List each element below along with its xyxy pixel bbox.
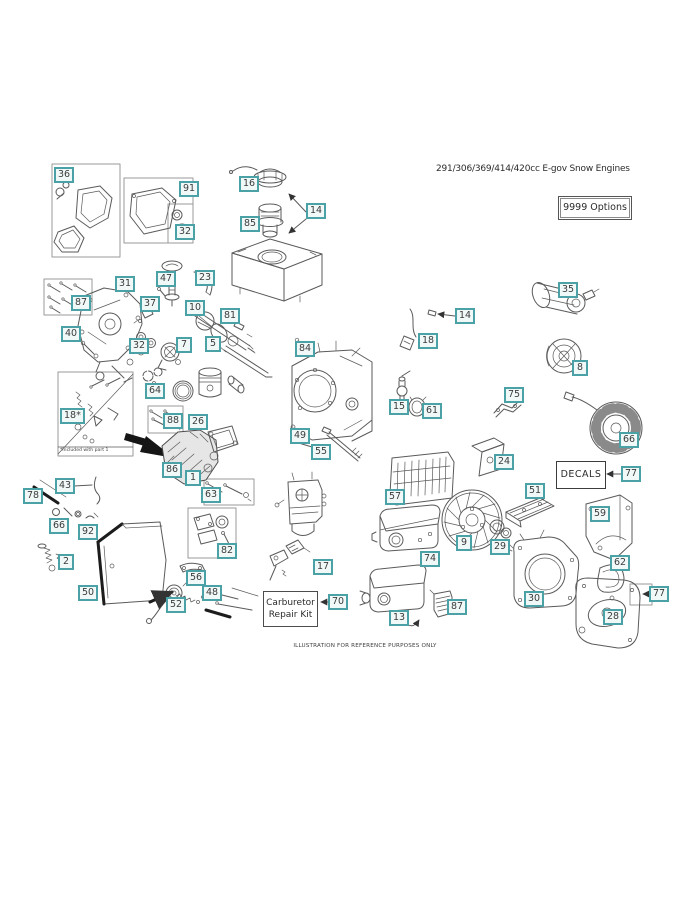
callout-75[interactable]: 75 (504, 387, 524, 403)
callout-17[interactable]: 17 (313, 559, 333, 575)
key-81-sketch (234, 322, 252, 337)
callout-82[interactable]: 82 (217, 543, 237, 559)
callout-43[interactable]: 43 (55, 478, 75, 494)
baffle-sketch (506, 498, 554, 527)
callout-30[interactable]: 30 (524, 591, 544, 607)
callout-14[interactable]: 14 (306, 203, 326, 219)
carb-kit-line1: Carburetor (266, 598, 315, 608)
callout-24[interactable]: 24 (494, 454, 514, 470)
callout-14[interactable]: 14 (455, 308, 475, 324)
callout-91[interactable]: 91 (179, 181, 199, 197)
callout-2[interactable]: 2 (58, 554, 74, 570)
callout-84[interactable]: 84 (295, 341, 315, 357)
callout-81[interactable]: 81 (220, 308, 240, 324)
page-title: 291/306/369/414/420cc E-gov Snow Engines (436, 164, 630, 174)
callout-32[interactable]: 32 (129, 338, 149, 354)
plug-lever-17-sketch (270, 540, 310, 580)
callout-66[interactable]: 66 (49, 518, 69, 534)
callout-88[interactable]: 88 (163, 413, 183, 429)
callout-29[interactable]: 29 (490, 539, 510, 555)
cover-50-sketch (98, 522, 166, 604)
callout-87[interactable]: 87 (71, 295, 91, 311)
callout-63[interactable]: 63 (201, 487, 221, 503)
carburetor-sketch (275, 472, 326, 536)
callout-10[interactable]: 10 (185, 300, 205, 316)
callout-35[interactable]: 35 (558, 282, 578, 298)
callout-32[interactable]: 32 (175, 224, 195, 240)
bracket-75-sketch (494, 401, 521, 417)
governor-shaft-parts-sketch (53, 508, 99, 518)
filler-neck-sketch (257, 204, 283, 237)
callout-9[interactable]: 9 (456, 535, 472, 551)
callout-52[interactable]: 52 (166, 597, 186, 613)
callout-51[interactable]: 51 (525, 483, 545, 499)
callout-55[interactable]: 55 (311, 444, 331, 460)
callout-13[interactable]: 13 (389, 610, 409, 626)
callout-56[interactable]: 56 (186, 570, 206, 586)
callout-48[interactable]: 48 (202, 585, 222, 601)
carburetor-repair-kit-box (263, 591, 318, 627)
callout-70[interactable]: 70 (328, 594, 348, 610)
callout-78[interactable]: 78 (23, 488, 43, 504)
callout-86[interactable]: 86 (162, 462, 182, 478)
included-note: *Included with part 1 (60, 448, 109, 453)
callout-49[interactable]: 49 (290, 428, 310, 444)
callout-64[interactable]: 64 (145, 383, 165, 399)
callout-28[interactable]: 28 (603, 609, 623, 625)
callout-18[interactable]: 18* (60, 408, 85, 424)
callout-66[interactable]: 66 (619, 432, 639, 448)
callout-7[interactable]: 7 (176, 337, 192, 353)
callout-77[interactable]: 77 (649, 586, 669, 602)
callout-18[interactable]: 18 (418, 333, 438, 349)
decals-box: DECALS (556, 461, 606, 489)
fuel-valve-sketch (392, 200, 410, 403)
callout-74[interactable]: 74 (420, 551, 440, 567)
callout-50[interactable]: 50 (78, 585, 98, 601)
options-box[interactable]: 9999 Options (558, 196, 632, 220)
callout-31[interactable]: 31 (115, 276, 135, 292)
callout-16[interactable]: 16 (239, 176, 259, 192)
rod-5-sketch (219, 346, 272, 377)
callout-57[interactable]: 57 (385, 489, 405, 505)
callout-23[interactable]: 23 (195, 270, 215, 286)
callout-15[interactable]: 15 (389, 399, 409, 415)
muffler-sketch (372, 505, 440, 551)
callout-47[interactable]: 47 (156, 271, 176, 287)
callout-62[interactable]: 62 (610, 555, 630, 571)
heat-shield-sketch (586, 495, 632, 560)
callout-61[interactable]: 61 (422, 403, 442, 419)
callout-92[interactable]: 92 (78, 524, 98, 540)
callout-37[interactable]: 37 (140, 296, 160, 312)
gasket-set-sketch (54, 182, 112, 252)
reference-note: ILLUSTRATION FOR REFERENCE PURPOSES ONLY (293, 643, 437, 649)
callout-36[interactable]: 36 (54, 167, 74, 183)
fuel-tank-sketch (232, 239, 322, 302)
callout-1[interactable]: 1 (185, 470, 201, 486)
callout-59[interactable]: 59 (590, 506, 610, 522)
callout-26[interactable]: 26 (188, 414, 208, 430)
callout-40[interactable]: 40 (61, 326, 81, 342)
callout-5[interactable]: 5 (205, 336, 221, 352)
callout-8[interactable]: 8 (572, 360, 588, 376)
callout-87[interactable]: 87 (447, 599, 467, 615)
group-boxes (44, 164, 652, 605)
callout-77[interactable]: 77 (621, 466, 641, 482)
rod-43-sketch (74, 477, 100, 504)
carb-kit-line2: Repair Kit (268, 610, 313, 620)
callout-85[interactable]: 85 (240, 216, 260, 232)
